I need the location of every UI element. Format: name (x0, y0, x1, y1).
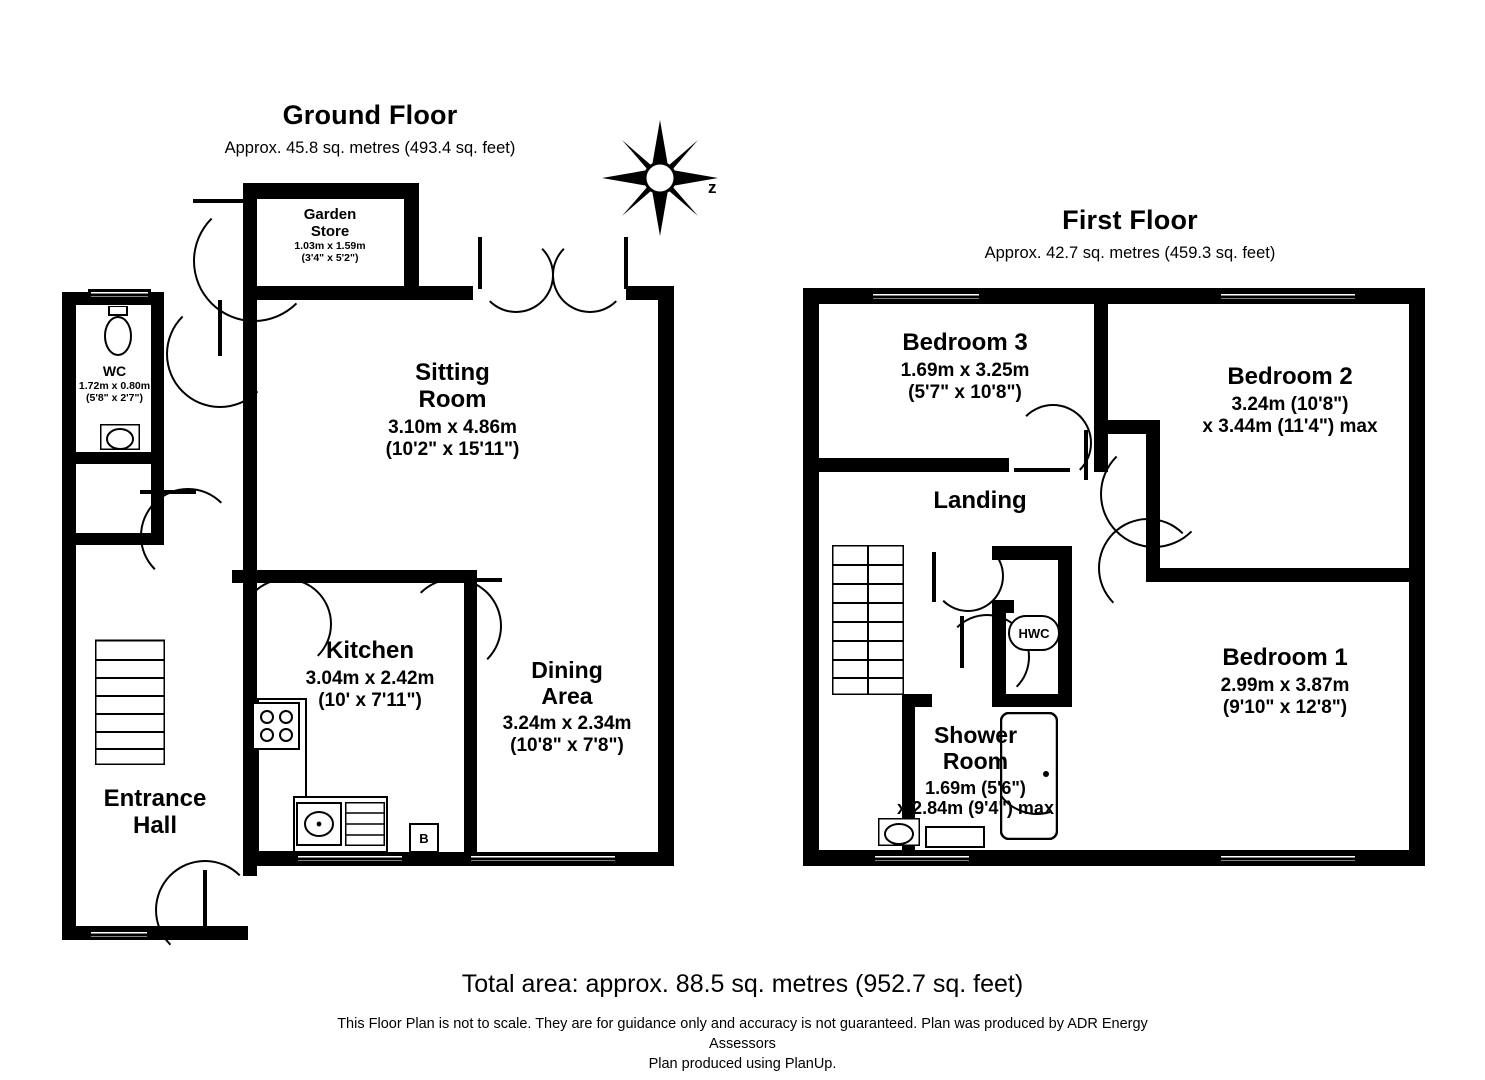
window (1218, 853, 1358, 864)
bathroom-unit (925, 826, 985, 848)
window (1218, 291, 1358, 302)
door-leaf (960, 616, 964, 668)
kitchen-sink-icon (296, 802, 342, 846)
door-leaf (193, 199, 255, 203)
boiler (409, 823, 439, 853)
wall-segment (1094, 304, 1108, 472)
sink-fixture (100, 424, 140, 450)
disclaimer-line-3: Plan produced using PlanUp. (648, 1056, 837, 1072)
sink-icon (878, 818, 920, 846)
compass-north-label: z (708, 178, 717, 197)
total-area-text: Total area: approx. 88.5 sq. metres (952.7 sq. feet) (461, 970, 1024, 998)
room-label-sitting-room: Sitting Room 3.10m x 4.86m (10'2" x 15'11") (385, 359, 520, 460)
room-label-kitchen: Kitchen 3.04m x 2.42m (10' x 7'11") (305, 637, 435, 711)
hwc-label: HWC (1018, 625, 1050, 641)
ground-floor-heading (200, 100, 540, 158)
compass-rose (600, 118, 720, 238)
window (468, 853, 618, 864)
disclaimer-line-1: This Floor Plan is not to scale. They are for guidance only and accuracy is not guaranteed. Plan was produced by ADR Energy (337, 1016, 1148, 1032)
window (88, 929, 150, 940)
room-label-dining-area: Dining Area 3.24m x 2.34m (10'8" x 7'8") (502, 657, 632, 756)
staircase (95, 620, 165, 765)
room-label-bedroom-3: Bedroom 3 1.69m x 3.25m (5'7" x 10'8") (900, 329, 1030, 403)
wall-segment (1058, 546, 1072, 706)
door-leaf (140, 490, 196, 494)
wall-segment (819, 458, 1009, 472)
wall-segment (803, 288, 819, 866)
toilet-fixture (100, 306, 136, 362)
door-leaf (624, 237, 628, 289)
wall-segment (243, 183, 419, 199)
boiler-label: B (419, 830, 429, 846)
wall-segment (62, 452, 164, 464)
toilet-icon (100, 306, 136, 362)
door-leaf (1148, 568, 1200, 572)
window (88, 289, 151, 300)
room-label-bedroom-2: Bedroom 2 3.24m (10'8") x 3.44m (11'4") max (1202, 363, 1378, 437)
door-leaf (1084, 430, 1088, 480)
door-leaf (218, 300, 222, 356)
window (295, 853, 405, 864)
stairs-icon (95, 620, 165, 765)
room-label-wc: WC 1.72m x 0.80m (5'8" x 2'7") (78, 363, 151, 405)
hot-water-cupboard (1008, 615, 1060, 651)
disclaimer-line-2: Assessors (709, 1036, 776, 1052)
ground-floor-subtitle: Approx. 45.8 sq. metres (493.4 sq. feet) (224, 139, 516, 157)
room-label-garden-store: Garden Store 1.03m x 1.59m (3'4" x 5'2") (294, 206, 366, 265)
first-floor-subtitle: Approx. 42.7 sq. metres (459.3 sq. feet) (984, 244, 1276, 262)
door-swing (140, 488, 236, 584)
draining-board (345, 802, 385, 846)
door-leaf (243, 578, 299, 582)
wall-segment (404, 183, 419, 298)
room-label-bedroom-1: Bedroom 1 2.99m x 3.87m (9'10" x 12'8") (1220, 644, 1350, 718)
door-swing (932, 540, 1004, 612)
room-label-entrance-hall: Entrance Hall (103, 785, 207, 839)
wall-segment (992, 600, 1014, 613)
door-leaf (478, 237, 482, 289)
compass-icon (600, 118, 720, 238)
bathroom-sink-fixture (878, 818, 920, 846)
window (870, 291, 982, 302)
room-label-shower-room: Shower Room 1.69m (5'6") x 2.84m (9'4") max (897, 722, 1054, 819)
window (872, 853, 972, 864)
first-floor-heading (940, 205, 1320, 263)
door-swing (552, 237, 628, 313)
stairs-icon (832, 545, 904, 695)
staircase (832, 545, 904, 695)
wall-segment (1409, 288, 1425, 866)
first-floor-title: First Floor (1062, 205, 1198, 235)
door-leaf (444, 578, 502, 582)
door-leaf (203, 870, 207, 930)
sink-icon (100, 424, 140, 450)
wall-segment (658, 286, 674, 866)
room-label-landing: Landing (933, 487, 1027, 514)
door-leaf (1014, 468, 1070, 472)
ground-floor-title: Ground Floor (282, 100, 458, 130)
door-leaf (932, 552, 936, 602)
kitchen-sink-fixture (296, 802, 342, 846)
door-swing (478, 237, 554, 313)
drainer-icon (345, 802, 385, 846)
